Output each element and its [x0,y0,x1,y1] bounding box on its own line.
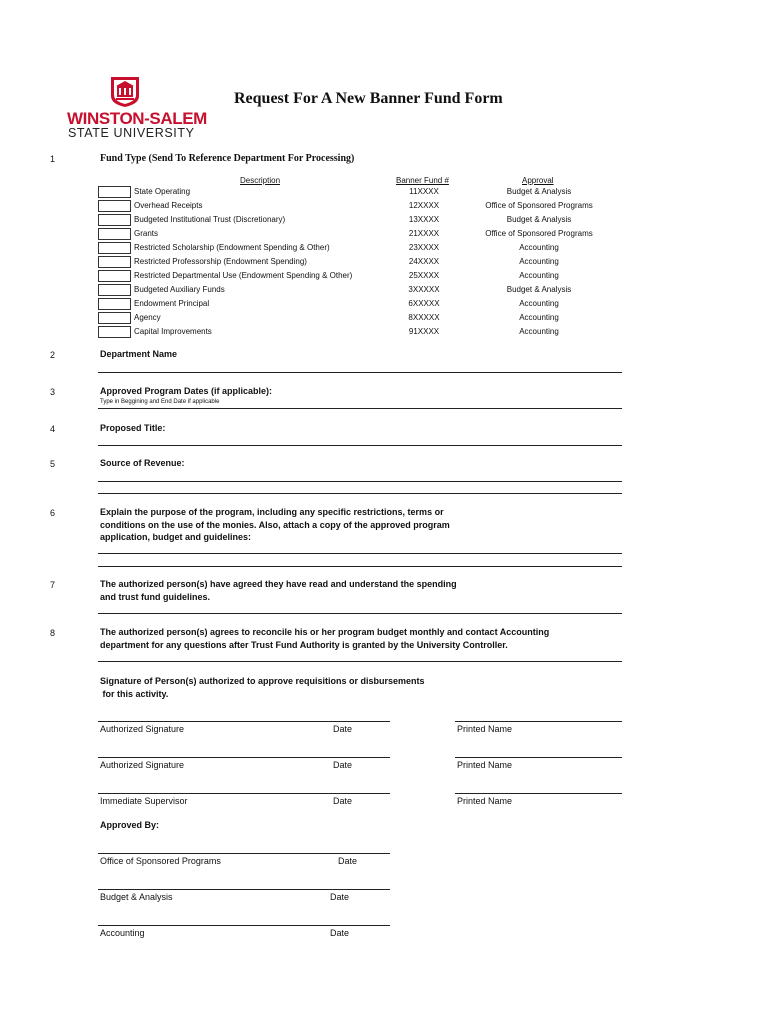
agreement-line[interactable] [98,613,622,614]
banner-fund-number: 6XXXXX [408,299,440,308]
approval-department: Accounting [519,257,559,266]
logo-subtitle: STATE UNIVERSITY [68,126,195,140]
program-dates-line[interactable] [98,408,622,409]
fund-type-row [98,242,658,256]
fund-type-checkbox[interactable] [98,214,131,226]
section-number: 7 [50,580,56,590]
section-number: 8 [50,628,56,638]
printed-name-line[interactable] [455,757,622,758]
section-number: 1 [50,154,56,164]
signature-line[interactable] [98,757,390,758]
section-heading: Approved Program Dates (if applicable): [100,386,273,396]
purpose-line-2[interactable] [98,566,622,567]
banner-fund-number: 12XXXX [408,201,440,210]
section-heading: Proposed Title: [100,423,166,433]
approval-department: Accounting [519,271,559,280]
approval-label: Office of Sponsored Programs [100,856,221,866]
reconcile-line[interactable] [98,661,622,662]
approved-by-heading: Approved By: [100,820,160,830]
fund-type-row [98,284,658,298]
fund-description: Restricted Professorship (Endowment Spending) [134,257,307,266]
banner-fund-number: 13XXXX [408,215,440,224]
banner-fund-number: 8XXXXX [408,313,440,322]
approval-signature-line[interactable] [98,925,390,926]
proposed-title-line[interactable] [98,445,622,446]
fund-type-checkbox[interactable] [98,186,131,198]
fund-description: Restricted Departmental Use (Endowment Spending & Other) [134,271,353,280]
fund-description: Agency [134,313,161,322]
fund-description: Restricted Scholarship (Endowment Spending & Other) [134,243,330,252]
revenue-line-2[interactable] [98,493,622,494]
logo-name: WINSTON-SALEM [67,109,207,128]
signature-intro: Signature of Person(s) authorized to approve requisitions or disbursements for this activity. [100,676,425,699]
fund-type-row [98,298,658,312]
signature-label: Authorized Signature [100,724,185,734]
fund-type-row [98,186,658,200]
fund-description: Budgeted Institutional Trust (Discretionary) [134,215,286,224]
approval-department: Budget & Analysis [506,285,572,294]
approval-department: Accounting [519,327,559,336]
section-number: 4 [50,424,56,434]
fund-description: Grants [134,229,159,238]
university-seal-icon [109,74,141,108]
banner-fund-number: 25XXXX [408,271,440,280]
fund-description: Budgeted Auxiliary Funds [134,285,225,294]
date-label: Date [330,928,350,938]
fund-description: State Operating [134,187,191,196]
approval-department: Accounting [519,313,559,322]
approval-label: Accounting [100,928,145,938]
section-paragraph: Explain the purpose of the program, including any specific restrictions, terms or conditions on the use of the monies. Also, attach a copy of the approved program application, budget and guidelines: [100,507,450,542]
fund-type-row [98,200,658,214]
signature-label: Immediate Supervisor [100,796,188,806]
banner-fund-number: 21XXXX [408,229,440,238]
approval-department: Accounting [519,299,559,308]
printed-name-line[interactable] [455,721,622,722]
section-number: 2 [50,350,56,360]
fund-type-row [98,228,658,242]
fund-description: Endowment Principal [134,299,210,308]
fund-type-row [98,270,658,284]
approval-department: Budget & Analysis [506,187,572,196]
signature-line[interactable] [98,793,390,794]
section-heading: Fund Type (Send To Reference Department For Processing) [100,153,355,164]
printed-name-label: Printed Name [457,760,513,770]
column-header-description: Description [240,176,281,185]
fund-type-checkbox[interactable] [98,312,131,324]
printed-name-line[interactable] [455,793,622,794]
signature-line[interactable] [98,721,390,722]
banner-fund-number: 23XXXX [408,243,440,252]
section-heading: Source of Revenue: [100,458,185,468]
section-number: 6 [50,508,56,518]
section-number: 5 [50,459,56,469]
printed-name-label: Printed Name [457,796,513,806]
fund-type-checkbox[interactable] [98,298,131,310]
section-paragraph: The authorized person(s) have agreed they have read and understand the spending and trust fund guidelines. [100,579,457,602]
page-title: Request For A New Banner Fund Form [234,90,503,107]
fund-type-row [98,326,658,340]
fund-type-checkbox[interactable] [98,228,131,240]
printed-name-label: Printed Name [457,724,513,734]
date-label: Date [333,760,353,770]
approval-label: Budget & Analysis [100,892,173,902]
approval-department: Accounting [519,243,559,252]
date-label: Date [338,856,358,866]
date-label: Date [330,892,350,902]
signature-label: Authorized Signature [100,760,185,770]
banner-fund-number: 91XXXX [408,327,440,336]
date-note: Type in Beggining and End Date if applicable [100,399,220,405]
approval-department: Office of Sponsored Programs [485,229,593,238]
date-label: Date [333,796,353,806]
purpose-line-1[interactable] [98,553,622,554]
approval-department: Budget & Analysis [506,215,572,224]
fund-type-checkbox[interactable] [98,200,131,212]
fund-type-checkbox[interactable] [98,284,131,296]
revenue-line-1[interactable] [98,481,622,482]
banner-fund-number: 3XXXXX [408,285,440,294]
fund-type-checkbox[interactable] [98,270,131,282]
fund-description: Capital Improvements [134,327,212,336]
fund-type-row [98,214,658,228]
section-heading: Department Name [100,349,178,359]
column-header-approval: Approval [522,176,554,185]
fund-type-checkbox[interactable] [98,326,131,338]
fund-type-checkbox[interactable] [98,242,131,254]
banner-fund-number: 24XXXX [408,257,440,266]
approval-department: Office of Sponsored Programs [485,201,593,210]
banner-fund-number: 11XXXX [409,187,439,196]
fund-type-row [98,312,658,326]
fund-description: Overhead Receipts [134,201,203,210]
date-label: Date [333,724,353,734]
approval-signature-line[interactable] [98,889,390,890]
section-number: 3 [50,387,56,397]
fund-type-row [98,256,658,270]
department-name-line[interactable] [98,372,622,373]
fund-type-checkbox[interactable] [98,256,131,268]
approval-signature-line[interactable] [98,853,390,854]
column-header-banner-fund: Banner Fund # [396,176,449,185]
section-paragraph: The authorized person(s) agrees to reconcile his or her program budget monthly and contact Accounting department for any questions after Trust Fund Authority is granted by the University Controller. [100,627,550,650]
